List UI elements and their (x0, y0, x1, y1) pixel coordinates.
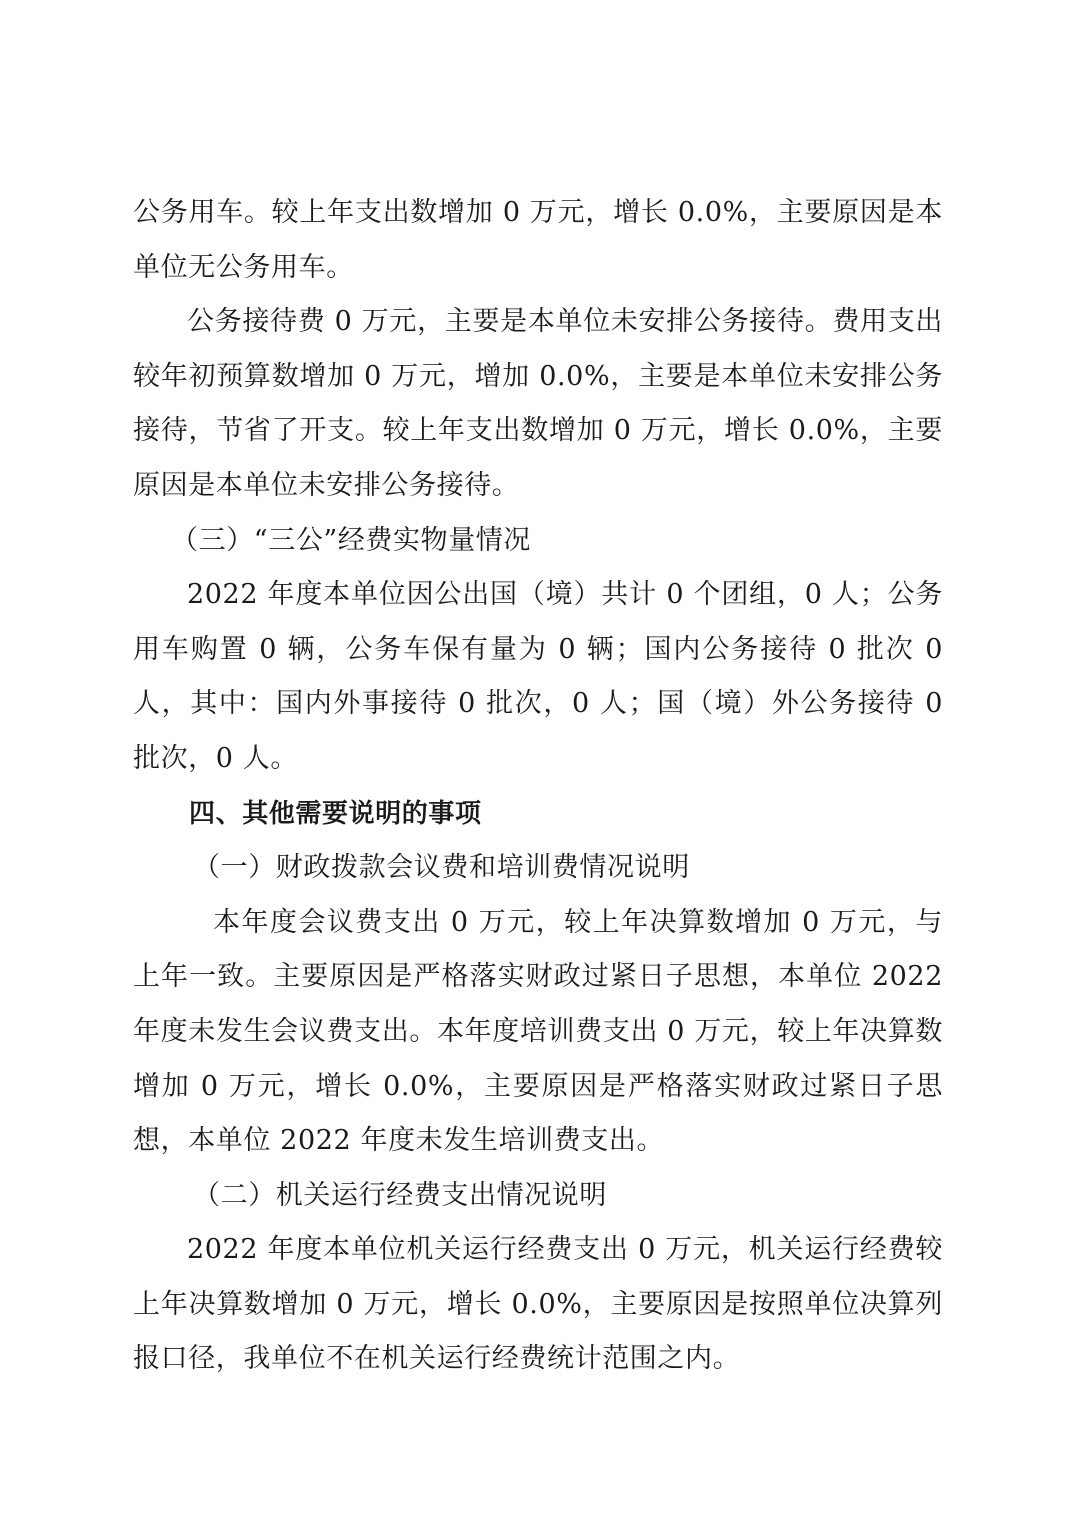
subheading-physical-quantity: （三）“三公”经费实物量情况 (171, 524, 532, 556)
paragraph-physical-quantity: 2022 年度本单位因公出国（境）共计 0 个团组，0 人；公务用车购置 0 辆，公务车保有量为 0 辆；国内公务接待 0 批次 0 人，其中：国内外事接待 0 批次，0 人；国（境）外公务接待 0 批次，0 人。 (133, 579, 943, 774)
paragraph-vehicle-continuation: 公务用车。较上年支出数增加 0 万元，增长 0.0%，主要原因是本单位无公务用车。 (133, 197, 943, 283)
subheading-meeting-training: （一）财政拨款会议费和培训费情况说明 (193, 852, 690, 884)
subheading-operating-expenses: （二）机关运行经费支出情况说明 (193, 1179, 607, 1211)
paragraph-operating-expenses: 2022 年度本单位机关运行经费支出 0 万元，机关运行经费较上年决算数增加 0 万元，增长 0.0%，主要原因是按照单位决算列报口径，我单位不在机关运行经费统计范围之内。 (133, 1234, 943, 1375)
section-heading-other-matters: 四、其他需要说明的事项 (189, 798, 482, 829)
document-body (133, 186, 943, 1387)
paragraph-meeting-training: 本年度会议费支出 0 万元，较上年决算数增加 0 万元，与上年一致。主要原因是严格落实财政过紧日子思想，本单位 2022 年度未发生会议费支出。本年度培训费支出 0 万元，较上年决算数增加 0 万元，增长 0.0%，主要原因是严格落实财政过紧日子思想，本单位 2022 年度未发生培训费支出。 (133, 906, 943, 1157)
paragraph-reception-fee: 公务接待费 0 万元，主要是本单位未安排公务接待。费用支出较年初预算数增加 0 万元，增加 0.0%，主要是本单位未安排公务接待，节省了开支。较上年支出数增加 0 万元，增长 0.0%，主要原因是本单位未安排公务接待。 (133, 306, 943, 501)
